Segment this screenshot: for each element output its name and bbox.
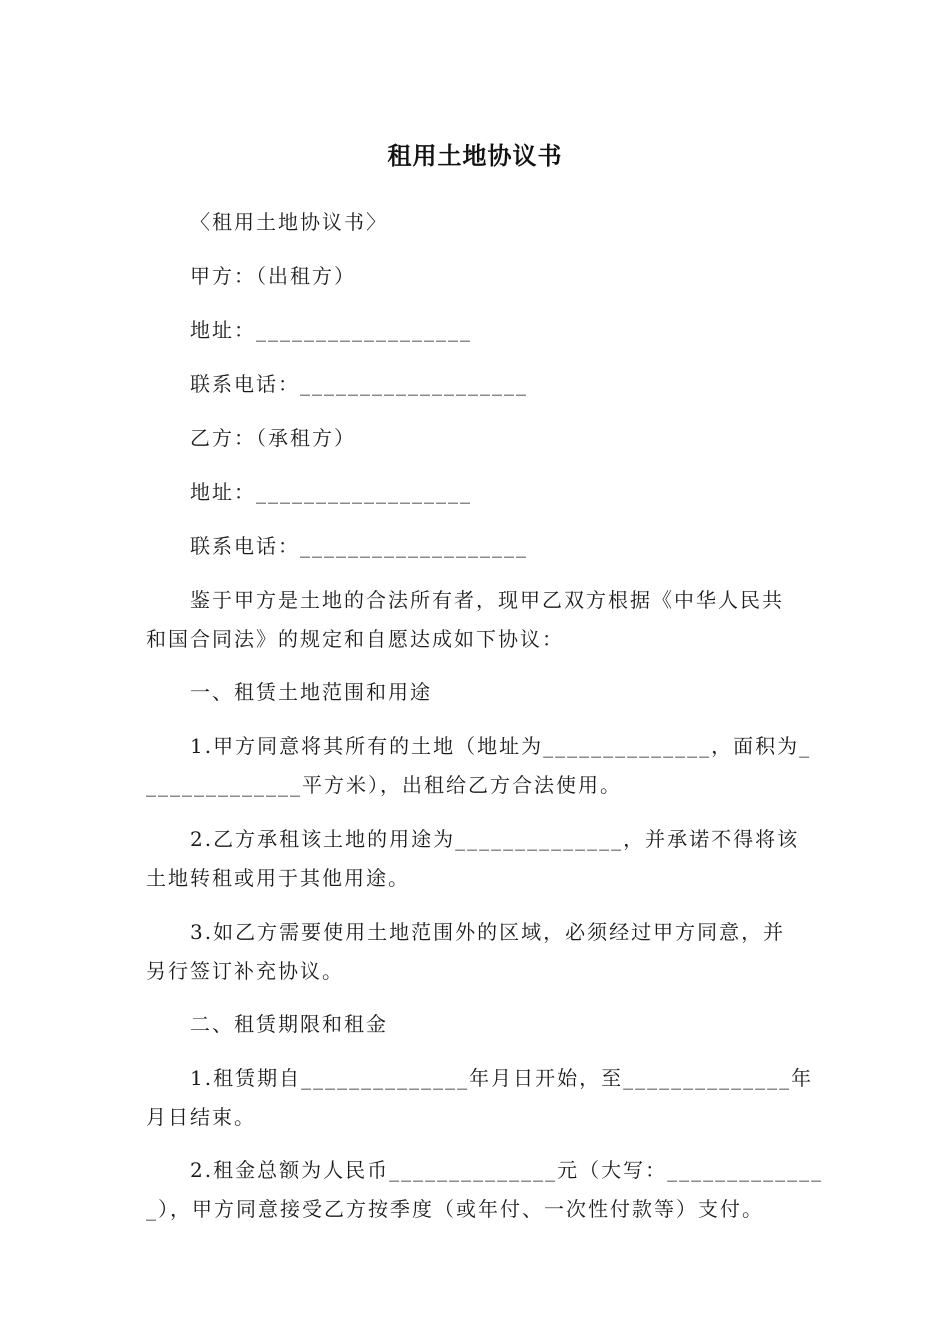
clause-1-2-line-1: 2.乙方承租该土地的用途为______________，并承诺不得将该 <box>190 827 800 851</box>
preamble-line-1: 鉴于甲方是土地的合法所有者，现甲乙双方根据《中华人民共 <box>190 588 784 612</box>
clause-1-2-line-2: 土地转租或用于其他用途。 <box>146 866 410 890</box>
clause-1-1-line-2: _____________平方米），出租给乙方合法使用。 <box>146 773 622 797</box>
clause-1-3-line-2: 另行签订补充协议。 <box>146 959 344 983</box>
clause-1-3-line-1: 3.如乙方需要使用土地范围外的区域，必须经过甲方同意，并 <box>190 920 786 944</box>
party-b-address: 地址：__________________ <box>190 480 472 504</box>
preamble-line-2: 和国合同法》的规定和自愿达成如下协议： <box>146 627 564 651</box>
doc-subtitle: 〈租用土地协议书〉 <box>190 210 388 234</box>
clause-2-2-line-1: 2.租金总额为人民币______________元（大写：_____________ <box>190 1158 824 1182</box>
party-b-heading: 乙方：（承租方） <box>190 426 356 450</box>
party-a-phone: 联系电话：___________________ <box>190 372 528 396</box>
clause-2-1-line-1: 1.租赁期自______________年月日开始，至______________年 <box>190 1066 814 1090</box>
section-2-heading: 二、租赁期限和租金 <box>190 1012 388 1036</box>
section-1-heading: 一、租赁土地范围和用途 <box>190 680 432 704</box>
party-a-heading: 甲方：（出租方） <box>190 264 356 288</box>
party-a-address: 地址：__________________ <box>190 318 472 342</box>
clause-1-1-line-1: 1.甲方同意将其所有的土地（地址为______________，面积为_ <box>190 734 812 758</box>
party-b-phone: 联系电话：___________________ <box>190 534 528 558</box>
clause-2-2-line-2: _），甲方同意接受乙方按季度（或年付、一次性付款等）支付。 <box>146 1197 764 1221</box>
clause-2-1-line-2: 月日结束。 <box>146 1105 256 1129</box>
document-title: 租用土地协议书 <box>387 142 563 170</box>
